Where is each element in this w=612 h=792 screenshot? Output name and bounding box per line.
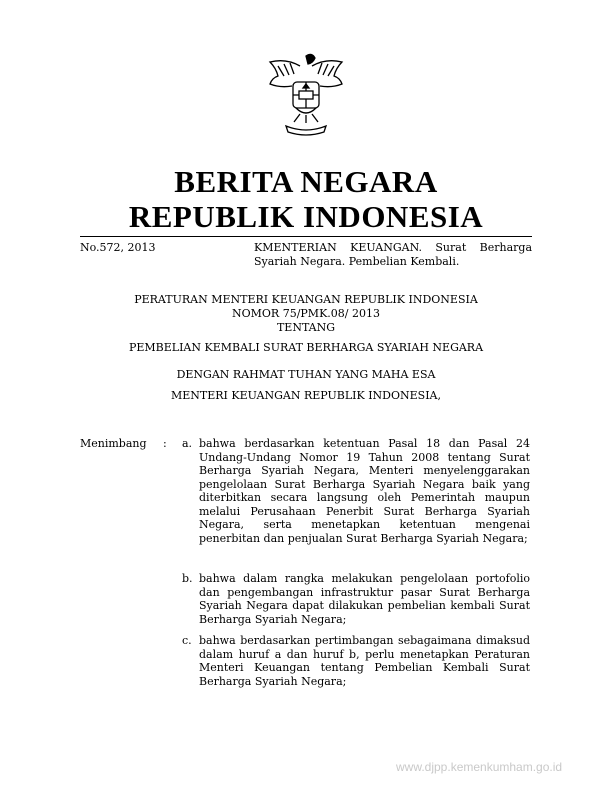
gazette-title-line1: BERITA NEGARA [174,164,438,199]
gazette-title-line2: REPUBLIK INDONESIA [128,199,484,234]
header-divider [80,236,532,237]
considering-label: Menimbang [80,437,147,450]
gazette-number: No.572, 2013 [80,241,156,254]
item-mark-a: a. [182,437,193,450]
considering-item-c: bahwa berdasarkan pertimbangan sebagaimana dimaksud dalam huruf a dan huruf b, perlu menetapkan Peraturan Menteri Keuangan tentang Pembelian Kembali Surat Berharga Syariah Negara; [199,634,530,688]
watermark-url: www.djpp.kemenkumham.go.id [396,760,563,774]
regulation-subject: PEMBELIAN KEMBALI SURAT BERHARGA SYARIAH NEGARA [128,341,484,354]
considering-item-b: bahwa dalam rangka melakukan pengelolaan portofolio dan pengembangan infrastruktur pasar Surat Berharga Syariah Negara dapat dilakukan pembelian kembali Surat Berharga Syariah Negara; [199,572,530,626]
gazette-topic: KMENTERIAN KEUANGAN. Surat Berharga Syariah Negara. Pembelian Kembali. [254,241,532,268]
preamble-minister: MENTERI KEUANGAN REPUBLIK INDONESIA, [170,389,442,402]
item-mark-b: b. [182,572,193,585]
regulation-about: TENTANG [276,321,336,334]
regulation-number: NOMOR 75/PMK.08/ 2013 [232,307,380,320]
item-mark-c: c. [182,634,192,647]
preamble-blessing: DENGAN RAHMAT TUHAN YANG MAHA ESA [176,368,436,381]
considering-item-a: bahwa berdasarkan ketentuan Pasal 18 dan Pasal 24 Undang-Undang Nomor 19 Tahun 2008 tentang Surat Berharga Syariah Negara, Menteri menyelenggarakan pengelolaan Surat Berharga Syariah Negara baik yang diterbitkan secara langsung oleh Pemerintah maupun melalui Perusahaan Penerbit Surat Berharga Syariah Negara, serta menetapkan ketentuan mengenai penerbitan dan penjualan Surat Berharga Syariah Negara; [199,437,530,545]
garuda-emblem [256,44,356,144]
considering-colon: : [163,437,167,450]
regulation-title: PERATURAN MENTERI KEUANGAN REPUBLIK INDONESIA [134,293,478,306]
